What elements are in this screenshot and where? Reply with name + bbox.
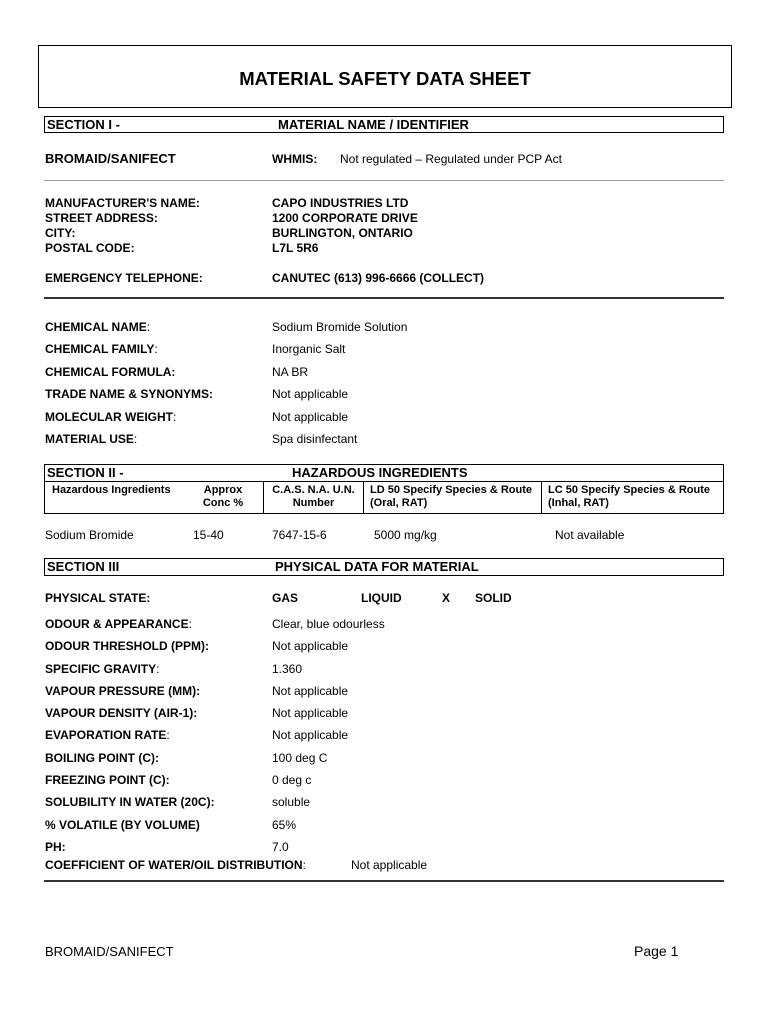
manufacturer-name-value: CAPO INDUSTRIES LTD: [272, 196, 409, 210]
trade-name-label: TRADE NAME & SYNONYMS:: [45, 387, 214, 402]
odour-threshold-label: ODOUR THRESHOLD (PPM):: [45, 639, 209, 654]
state-mark: X: [442, 591, 451, 605]
boiling-point-value: 100 deg C: [272, 750, 328, 765]
manufacturer-values: [272, 196, 418, 256]
whmis-value: Not regulated – Regulated under PCP Act: [340, 152, 562, 166]
physical-state-label: PHYSICAL STATE:: [45, 591, 151, 605]
evaporation-rate-label: EVAPORATION RATE:: [45, 728, 170, 743]
header-cas-number: C.A.S. N.A. U.N. Number: [263, 482, 363, 513]
city-value: BURLINGTON, ONTARIO: [272, 226, 413, 240]
city-label: CITY:: [45, 226, 76, 240]
specific-gravity-label: SPECIFIC GRAVITY:: [45, 661, 160, 676]
material-use-value: Spa disinfectant: [272, 432, 358, 447]
product-name: BROMAID/SANIFECT: [45, 151, 176, 166]
boiling-point-label: BOILING POINT (C):: [45, 750, 159, 765]
section-1-label: SECTION I -: [47, 117, 120, 132]
ingredient-lc50: Not available: [555, 528, 625, 542]
ingredient-name: Sodium Bromide: [45, 528, 134, 542]
postal-code-value: L7L 5R6: [272, 241, 319, 255]
solubility-label: SOLUBILITY IN WATER (20C):: [45, 795, 215, 810]
chemical-formula-value: NA BR: [272, 364, 309, 379]
emergency-telephone-label: EMERGENCY TELEPHONE:: [45, 271, 203, 285]
chemical-name-label: CHEMICAL NAME:: [45, 320, 151, 334]
header-hazardous-ingredients: Hazardous Ingredients: [52, 484, 171, 496]
trade-name-value: Not applicable: [272, 387, 349, 402]
divider: [44, 297, 724, 299]
emergency-telephone-value: CANUTEC (613) 996-6666 (COLLECT): [272, 271, 485, 285]
street-address-label: STREET ADDRESS:: [45, 211, 158, 225]
title-box: [38, 45, 732, 108]
manufacturer-name-label: MANUFACTURER'S NAME:: [45, 196, 200, 210]
document-title: MATERIAL SAFETY DATA SHEET: [239, 68, 531, 89]
ingredient-cas: 7647-15-6: [272, 528, 327, 542]
section-1-bar: [44, 116, 724, 133]
specific-gravity-value: 1.360: [272, 661, 303, 676]
footer-product: BROMAID/SANIFECT: [45, 944, 174, 959]
molecular-weight-value: Not applicable: [272, 409, 349, 424]
section-3-label: SECTION III: [47, 559, 120, 574]
odour-threshold-value: Not applicable: [272, 639, 349, 654]
material-use-label: MATERIAL USE:: [45, 432, 138, 447]
section-2-bar: [44, 464, 724, 482]
divider: [44, 880, 724, 882]
coefficient-label: COEFFICIENT OF WATER/OIL DISTRIBUTION:: [45, 858, 306, 872]
hazard-table-header: [44, 482, 724, 514]
header-approx-conc: Approx Conc %: [202, 484, 244, 509]
freezing-point-value: 0 deg c: [272, 773, 312, 788]
vapour-pressure-value: Not applicable: [272, 683, 349, 698]
ph-value: 7.0: [272, 839, 289, 854]
chemical-family-value: Inorganic Salt: [272, 342, 346, 357]
header-lc50: LC 50 Specify Species & Route (Inhal, RAT): [541, 482, 724, 513]
whmis-label: WHMIS:: [272, 152, 318, 166]
chemical-labels: [45, 316, 213, 450]
street-address-value: 1200 CORPORATE DRIVE: [272, 211, 418, 225]
postal-code-label: POSTAL CODE:: [45, 241, 135, 255]
chemical-name-value: Sodium Bromide Solution: [272, 320, 408, 334]
section-2-heading: HAZARDOUS INGREDIENTS: [292, 465, 468, 480]
divider: [44, 180, 724, 181]
section-3-bar: [44, 558, 724, 576]
manufacturer-labels: [45, 196, 200, 256]
coefficient-value: Not applicable: [351, 858, 428, 872]
evaporation-rate-value: Not applicable: [272, 728, 349, 743]
molecular-weight-label: MOLECULAR WEIGHT:: [45, 409, 177, 424]
vapour-pressure-label: VAPOUR PRESSURE (MM):: [45, 683, 201, 698]
ingredient-conc: 15-40: [193, 528, 224, 542]
odour-appearance-value: Clear, blue odourless: [272, 617, 385, 631]
physical-values: [272, 613, 385, 858]
chemical-formula-label: CHEMICAL FORMULA:: [45, 364, 176, 379]
section-1-heading: MATERIAL NAME / IDENTIFIER: [278, 117, 469, 132]
section-2-label: SECTION II -: [47, 465, 124, 480]
volatile-value: 65%: [272, 817, 297, 832]
state-liquid: LIQUID: [361, 591, 402, 605]
freezing-point-label: FREEZING POINT (C):: [45, 773, 170, 788]
vapour-density-label: VAPOUR DENSITY (AIR-1):: [45, 706, 198, 721]
odour-appearance-label: ODOUR & APPEARANCE:: [45, 617, 192, 631]
state-solid: SOLID: [475, 591, 512, 605]
physical-labels: [45, 613, 215, 858]
solubility-value: soluble: [272, 795, 311, 810]
volatile-label: % VOLATILE (BY VOLUME): [45, 817, 200, 832]
chemical-values: [272, 316, 407, 450]
vapour-density-value: Not applicable: [272, 706, 349, 721]
page-number: Page 1: [634, 943, 679, 959]
chemical-family-label: CHEMICAL FAMILY:: [45, 342, 158, 357]
state-gas: GAS: [272, 591, 299, 605]
header-ld50: LD 50 Specify Species & Route (Oral, RAT): [363, 482, 541, 513]
ingredient-ld50: 5000 mg/kg: [374, 528, 437, 542]
section-3-heading: PHYSICAL DATA FOR MATERIAL: [275, 559, 479, 574]
ph-label: PH:: [45, 839, 66, 854]
